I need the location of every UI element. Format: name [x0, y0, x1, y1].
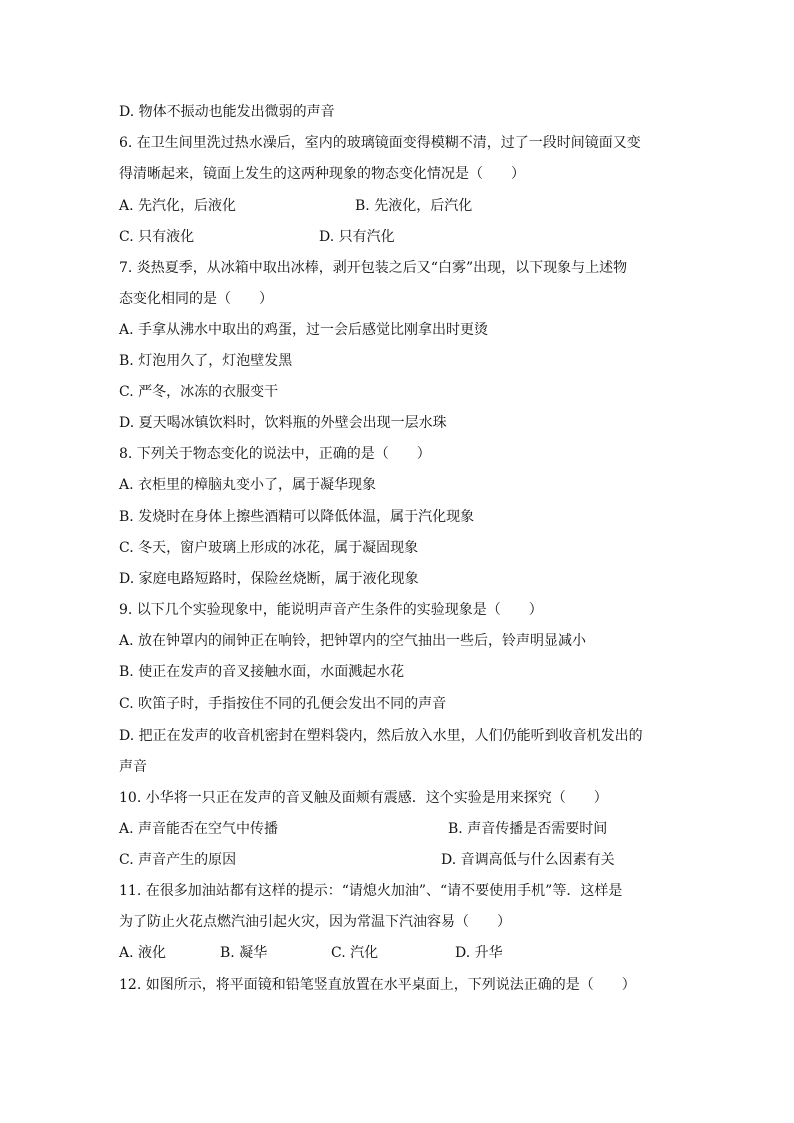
- q9-option-c: C. 吹笛子时，手指按住不同的孔便会发出不同的声音: [119, 696, 447, 712]
- q9-option-d-line1: D. 把正在发声的收音机密封在塑料袋内，然后放入水里，人们仍能听到收音机发出的: [119, 728, 643, 744]
- q7-option-d: D. 夏天喝冰镇饮料时，饮料瓶的外壁会出现一层水珠: [119, 415, 447, 431]
- q7-stem-line1: 7. 炎热夏季，从冰箱中取出冰棒，剥开包装之后又“白雾”出现，以下现象与上述物: [119, 260, 628, 276]
- q10-option-d: D. 音调高低与什么因素有关: [441, 852, 615, 868]
- q11-option-d: D. 升华: [455, 945, 503, 961]
- q9-stem: 9. 以下几个实验现象中，能说明声音产生条件的实验现象是（ ）: [119, 602, 543, 618]
- q10-stem: 10. 小华将一只正在发声的音叉触及面颊有震感．这个实验是用来探究（ ）: [119, 790, 608, 806]
- q7-option-b: B. 灯泡用久了，灯泡壁发黑: [119, 353, 293, 369]
- q8-stem: 8. 下列关于物态变化的说法中，正确的是（ ）: [119, 446, 431, 462]
- q11-option-a: A. 液化: [119, 945, 167, 961]
- q12-stem: 12. 如图所示，将平面镜和铅笔竖直放置在水平桌面上，下列说法正确的是（ ）: [119, 977, 636, 993]
- q7-option-c: C. 严冬，冰冻的衣服变干: [119, 384, 279, 400]
- q5-option-d: D. 物体不振动也能发出微弱的声音: [119, 104, 335, 120]
- q11-stem-line2: 为了防止火花点燃汽油引起火灾，因为常温下汽油容易（ ）: [119, 914, 511, 930]
- q6-option-b: B. 先液化，后汽化: [355, 198, 473, 214]
- q8-option-b: B. 发烧时在身体上擦些酒精可以降低体温，属于汽化现象: [119, 509, 475, 525]
- q10-option-a: A. 声音能否在空气中传播: [119, 821, 279, 837]
- q8-option-d: D. 家庭电路短路时，保险丝烧断，属于液化现象: [119, 571, 419, 587]
- q11-option-b: B. 凝华: [220, 945, 268, 961]
- q6-stem-line1: 6. 在卫生间里洗过热水澡后，室内的玻璃镜面变得模糊不清，过了一段时间镜面又变: [119, 135, 641, 151]
- q7-option-a: A. 手拿从沸水中取出的鸡蛋，过一会后感觉比刚拿出时更烫: [119, 322, 489, 338]
- q9-option-b: B. 使正在发声的音叉接触水面，水面溅起水花: [119, 664, 405, 680]
- q10-option-b: B. 声音传播是否需要时间: [448, 821, 608, 837]
- q11-stem-line1: 11. 在很多加油站都有这样的提示：“请熄火加油”、“请不要使用手机”等．这样是: [119, 883, 623, 899]
- q7-stem-line2: 态变化相同的是（ ）: [119, 291, 273, 307]
- q6-option-a: A. 先汽化，后液化: [119, 198, 237, 214]
- q8-option-a: A. 衣柜里的樟脑丸变小了，属于凝华现象: [119, 477, 377, 493]
- q11-option-c: C. 汽化: [331, 945, 379, 961]
- q6-option-c: C. 只有液化: [119, 229, 195, 245]
- q8-option-c: C. 冬天，窗户玻璃上形成的冰花，属于凝固现象: [119, 540, 419, 556]
- q10-option-c: C. 声音产生的原因: [119, 852, 237, 868]
- q9-option-d-line2: 声音: [119, 759, 147, 775]
- q6-stem-line2: 得清晰起来，镜面上发生的这两种现象的物态变化情况是（ ）: [119, 166, 525, 182]
- q6-option-d: D. 只有汽化: [319, 229, 395, 245]
- q9-option-a: A. 放在钟罩内的闹钟正在响铃，把钟罩内的空气抽出一些后，铃声明显减小: [119, 633, 587, 649]
